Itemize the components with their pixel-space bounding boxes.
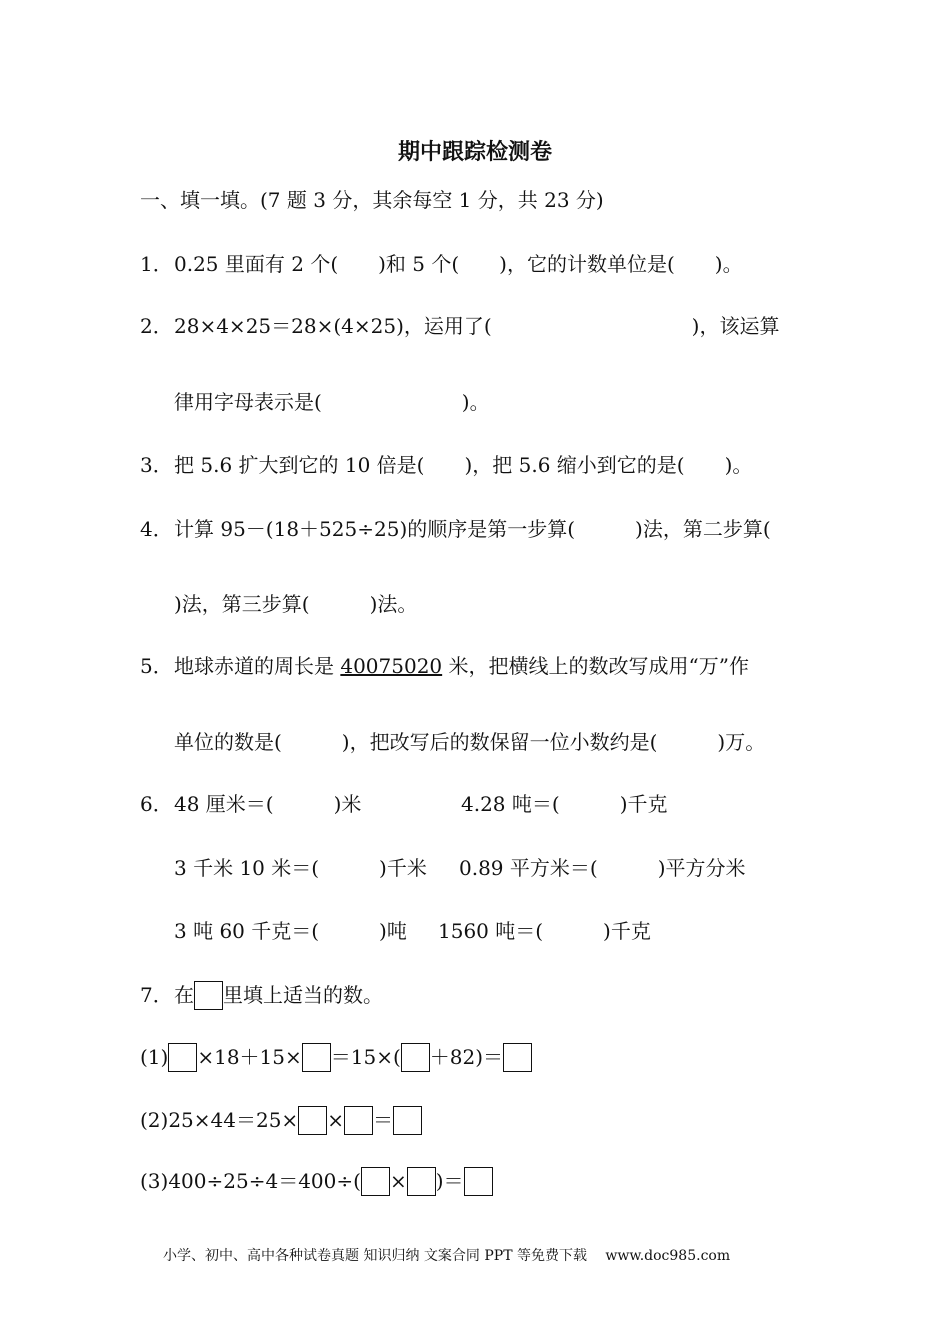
question-number: 7． xyxy=(140,983,173,1007)
conversion-item: 48 厘米＝( )米 xyxy=(174,792,362,816)
footer-text: 小学、初中、高中各种试卷真题 知识归纳 文案合同 PPT 等免费下载 www.doc985.com xyxy=(163,1248,731,1264)
question-text: 计算 95－(18＋525÷25)的顺序是第一步算( )法，第二步算( xyxy=(174,517,771,541)
answer-box[interactable] xyxy=(194,981,223,1010)
part-text: )＝ xyxy=(435,1169,464,1193)
answer-box[interactable] xyxy=(168,1043,197,1072)
answer-box[interactable] xyxy=(464,1167,493,1196)
question-text: 在 xyxy=(174,983,194,1007)
question-text: 0.25 里面有 2 个( )和 5 个( )，它的计数单位是( )。 xyxy=(174,252,743,276)
question-1 xyxy=(140,251,743,277)
part-text: ＝ xyxy=(372,1108,393,1132)
question-number: 6． xyxy=(140,792,173,816)
underlined-number: 40075020 xyxy=(340,654,443,678)
question-4-cont: )法，第三步算( )法。 xyxy=(174,592,418,616)
answer-box[interactable] xyxy=(393,1106,422,1135)
question-6 xyxy=(140,791,361,817)
question-number: 1． xyxy=(140,252,173,276)
part-text: (3)400÷25÷4＝400÷( xyxy=(140,1169,361,1193)
question-3 xyxy=(140,452,752,478)
part-text: × xyxy=(389,1169,407,1193)
question-text: 米，把横线上的数改写成用“万”作 xyxy=(442,654,749,678)
conversion-item: 3 吨 60 千克＝( )吨 xyxy=(174,919,407,943)
answer-box[interactable] xyxy=(407,1167,436,1196)
part-text: (1) xyxy=(140,1045,169,1069)
question-2 xyxy=(140,313,780,339)
question-2-cont: 律用字母表示是( )。 xyxy=(174,390,490,414)
question-7 xyxy=(140,981,383,1010)
section-heading: 一、填一填。(7 题 3 分，其余每空 1 分，共 23 分) xyxy=(140,188,604,212)
answer-box[interactable] xyxy=(361,1167,390,1196)
answer-box[interactable] xyxy=(298,1106,327,1135)
answer-box[interactable] xyxy=(344,1106,373,1135)
question-text: 地球赤道的周长是 xyxy=(174,654,341,678)
part-text: × xyxy=(327,1108,344,1132)
conversion-item: 0.89 平方米＝( )平方分米 xyxy=(459,856,746,880)
answer-box[interactable] xyxy=(302,1043,331,1072)
conversion-item: 3 千米 10 米＝( )千米 xyxy=(174,856,427,880)
conversion-item: 4.28 吨＝( )千克 xyxy=(461,792,668,816)
conversion-item: 1560 吨＝( )千克 xyxy=(438,919,651,943)
question-text: 里填上适当的数。 xyxy=(223,983,383,1007)
answer-box[interactable] xyxy=(401,1043,430,1072)
question-4 xyxy=(140,516,771,542)
page-title: 期中跟踪检测卷 xyxy=(397,140,552,165)
question-5 xyxy=(140,653,749,679)
answer-box[interactable] xyxy=(503,1043,532,1072)
question-text: 把 5.6 扩大到它的 10 倍是( )，把 5.6 缩小到它的是( )。 xyxy=(174,453,753,477)
question-text: 28×4×25＝28×(4×25)，运用了( )，该运算 xyxy=(174,314,780,338)
question-number: 4． xyxy=(140,517,173,541)
question-number: 5． xyxy=(140,654,173,678)
question-7-part-3 xyxy=(140,1167,493,1196)
question-number: 3． xyxy=(140,453,173,477)
part-text: ＋82)＝ xyxy=(429,1045,504,1069)
part-text: ＝15×( xyxy=(330,1045,401,1069)
question-7-part-1 xyxy=(140,1043,532,1072)
question-number: 2． xyxy=(140,314,173,338)
part-text: ×18＋15× xyxy=(197,1045,302,1069)
question-7-part-2 xyxy=(140,1106,422,1135)
question-5-cont: 单位的数是( )，把改写后的数保留一位小数约是( )万。 xyxy=(174,730,766,754)
part-text: (2)25×44＝25× xyxy=(140,1108,299,1132)
